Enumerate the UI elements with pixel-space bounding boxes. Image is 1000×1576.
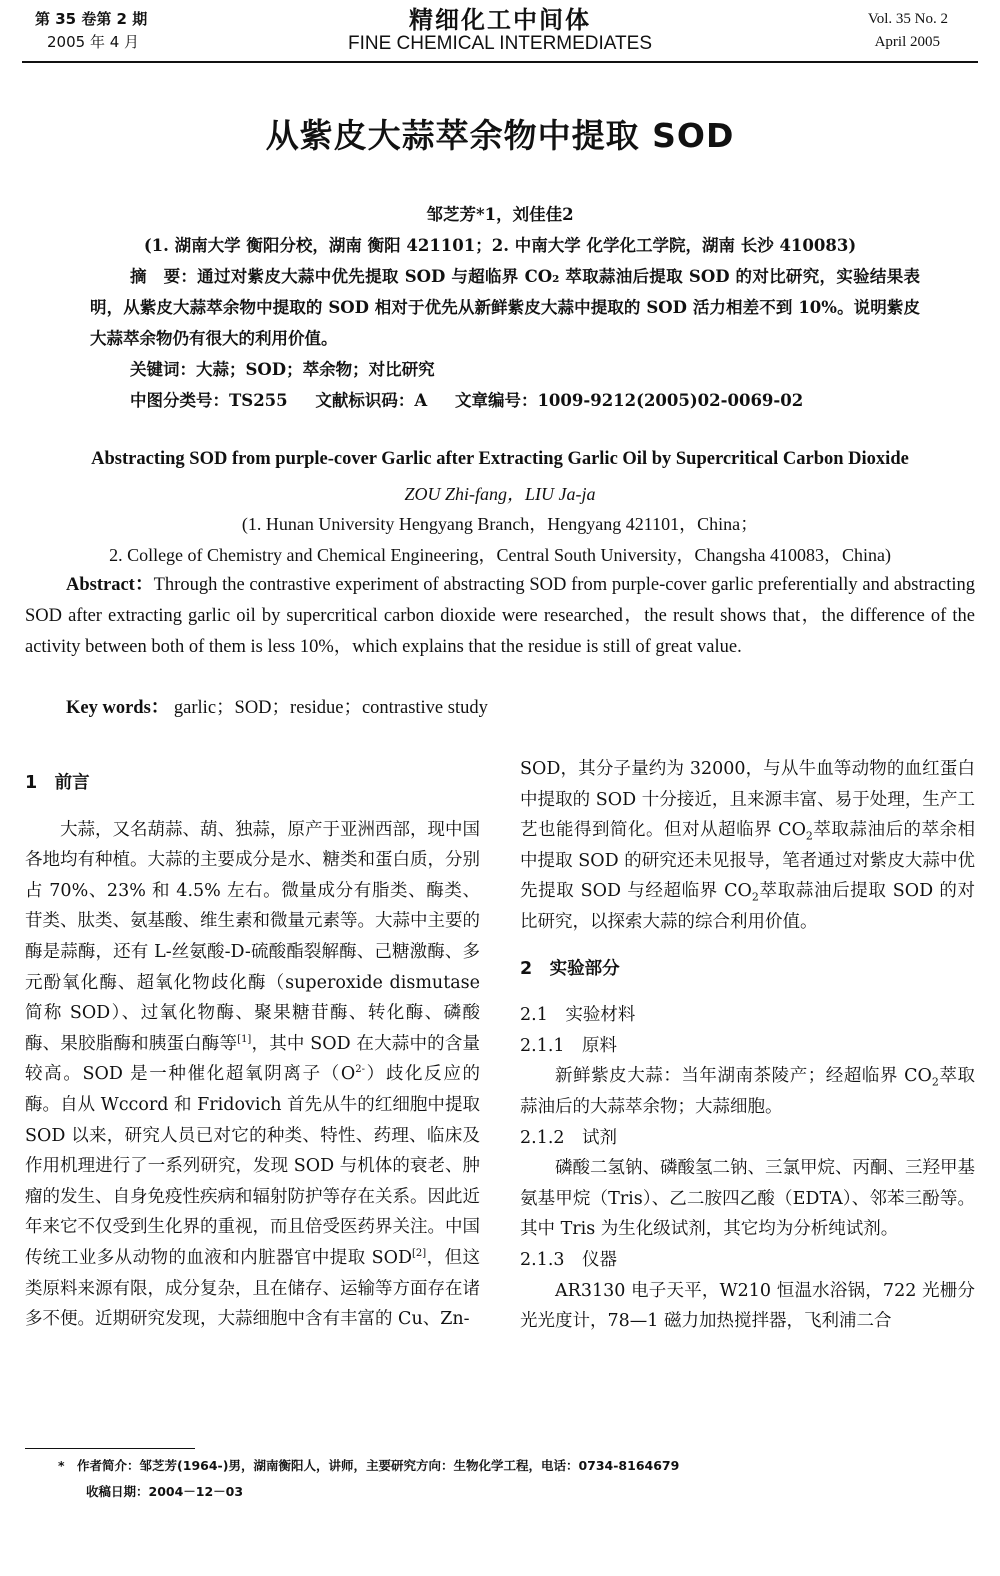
date-cn: 2005 年 4 月 [47, 33, 140, 51]
english-title: Abstracting SOD from purple-cover Garlic after Extracting Garlic Oil by Supercritical Carbon Dioxide [91, 449, 909, 469]
raw-materials-text-b: 萃取蒜油后的大蒜萃余物；大蒜细胞。 [520, 1066, 975, 1117]
intro-text-d: ，但这类原料来源有限，成分复杂，且在储存、运输等方面存在诸多不便。近期研究发现，大蒜细胞中含有丰富的 Cu、Zn- [25, 1247, 480, 1330]
english-authors: ZOU Zhi-fang，LIU Ja-ja [404, 484, 596, 504]
citation-2: [2] [412, 1248, 427, 1260]
article-number-value: 1009-9212(2005)02-0069-02 [537, 391, 804, 410]
intro-cont-text-b: 萃取蒜油后的萃余相中提取 SOD 的研究还未见报导，笔者通过对紫皮大蒜中优先提取 SOD 与经超临界 CO [520, 820, 975, 902]
citation-1: [1] [237, 1033, 252, 1045]
intro-continued-paragraph [520, 754, 975, 938]
journal-title-en: FINE CHEMICAL INTERMEDIATES [347, 33, 653, 54]
abstract-cn-text: 通过对紫皮大蒜中优先提取 SOD 与超临界 CO₂ 萃取蒜油后提取 SOD 的对比研究，实验结果表明，从紫皮大蒜萃余物中提取的 SOD 相对于优先从新鲜紫皮大蒜中提取的 SOD 活力相差不到 10%。说明紫皮大蒜萃余物仍有很大的利用价值。 [90, 267, 920, 348]
raw-materials-paragraph [520, 1061, 975, 1122]
abstract-en-text: Through the contrastive experiment of abstracting SOD from purple-cover garlic preferentially and abstracting SOD after extracting garlic oil by supercritical carbon dioxide were researched，the result shows that，the difference of the activity between both of them is less 10%，which explains that the residue is still of great value. [25, 575, 975, 657]
journal-title-cn: 精细化工中间体 [409, 6, 591, 34]
section-heading-experimental: 2 实验部分 [520, 958, 620, 979]
doc-code-label: 文献标识码： [315, 391, 415, 410]
classification-line [130, 385, 920, 416]
abstract-en-label: Abstract： [66, 575, 154, 595]
volume-issue-cn: 第 35 卷第 2 期 [35, 10, 148, 28]
received-date: 收稿日期：2004－12－03 [86, 1484, 244, 1499]
article-number-label: 文章编号： [454, 391, 538, 410]
introduction-paragraph [25, 815, 480, 1335]
intro-text-c: ）歧化反应的酶。自从 Wccord 和 Fridovich 首先从牛的红细胞中提取 SOD 以来，研究人员已对它的种类、特性、药理、临床及作用机理进行了一系列研究，发现 SOD 与机体的衰老、肿瘤的发生、自身免疫性疾病和辐射防护等存在关系。因此近年来它不仅受到生化界的重视，而且倍受医药界关注。中国传统工业多从动物的血液和内脏器官中提取 SOD [25, 1064, 481, 1268]
volume-issue-en: Vol. 35 No. 2 [867, 11, 948, 27]
authors-cn: 邹芝芳*1，刘佳佳2 [426, 205, 574, 224]
abstract-en [25, 570, 975, 663]
abstract-cn-label: 摘 要： [130, 267, 198, 286]
footnote-rule [25, 1448, 195, 1449]
keywords-cn [130, 354, 920, 385]
subsection-reagents: 2.1.2 试剂 [520, 1127, 618, 1148]
subsection-instruments: 2.1.3 仪器 [520, 1249, 618, 1270]
english-affiliation-1: (1. Hunan University Hengyang Branch，Hengyang 421101，China； [241, 514, 759, 534]
subsection-raw-materials: 2.1.1 原料 [520, 1035, 618, 1056]
clc-label: 中图分类号： [130, 391, 229, 410]
affiliation-cn: (1. 湖南大学 衡阳分校，湖南 衡阳 421101；2. 中南大学 化学化工学院，湖南 长沙 410083) [143, 236, 857, 255]
keywords-en-text: garlic；SOD；residue；contrastive study [173, 698, 488, 718]
header-rule [22, 61, 978, 63]
instruments-paragraph: AR3130 电子天平，W210 恒温水浴锅，722 光栅分光光度计，78—1 磁力加热搅拌器，飞利浦二合 [520, 1280, 975, 1332]
right-column [520, 754, 975, 1337]
keywords-en [66, 693, 488, 719]
intro-cont-text-c: 萃取蒜油后提取 SOD 的对比研究，以探索大蒜的综合利用价值。 [520, 881, 975, 932]
intro-text-b: ，其中 SOD 在大蒜中的含量较高。SOD 是一种催化超氧阴离子（O [25, 1033, 480, 1085]
abstract-cn-paragraph [90, 261, 920, 354]
left-column [25, 768, 480, 1335]
clc-value: TS255 [229, 391, 288, 410]
doc-code-value: A [414, 391, 428, 410]
english-affiliation-2: 2. College of Chemistry and Chemical Engineering，Central South University，Changsha 410083，China) [109, 545, 891, 565]
intro-text-a: 大蒜，又名葫蒜、葫、独蒜，原产于亚洲西部，现中国各地均有种植。大蒜的主要成分是水、糖类和蛋白质，分别占 70%、23% 和 4.5% 左右。微量成分有脂类、酶类、苷类、肽类、氨基酸、维生素和微量元素等。大蒜中主要的酶是蒜酶，还有 L-丝氨酸-D-硫酸酯裂解酶、己糖激酶、多元酚氧化酶、超氧化物歧化酶（superoxide dismutase 简称 SOD）、过氧化物酶、聚果糖苷酶、转化酶、磷酸酶、果胶脂酶和胰蛋白酶等 [25, 819, 480, 1054]
intro-cont-text-a: SOD，其分子量约为 32000，与从牛血等动物的血红蛋白中提取的 SOD 十分接近，且来源丰富、易于处理，生产工艺也能得到简化。但对从超临界 CO [520, 759, 975, 841]
keywords-en-label: Key words： [66, 698, 170, 718]
footnote [58, 1453, 679, 1505]
keywords-cn-text: 大蒜；SOD；萃余物；对比研究 [196, 360, 435, 379]
date-en: April 2005 [874, 34, 940, 50]
co2-subscript-1: 2 [805, 829, 813, 843]
paper-title: 从紫皮大蒜萃余物中提取 SOD [265, 116, 735, 155]
superoxide-charge: 2- [355, 1064, 366, 1076]
subsection-materials: 2.1 实验材料 [520, 1005, 636, 1026]
abstract-cn [90, 261, 920, 416]
raw-materials-text-a: 新鲜紫皮大蒜：当年湖南茶陵产；经超临界 CO [555, 1066, 932, 1087]
reagents-paragraph: 磷酸二氢钠、磷酸氢二钠、三氯甲烷、丙酮、三羟甲基氨基甲烷（Tris）、乙二胺四乙酸（EDTA）、邻苯三酚等。其中 Tris 为生化级试剂，其它均为分析纯试剂。 [520, 1158, 975, 1240]
keywords-cn-label: 关键词： [130, 360, 196, 379]
co2-subscript-3: 2 [931, 1075, 939, 1089]
author-bio: * 作者简介：邹芝芳(1964-)男，湖南衡阳人，讲师，主要研究方向：生物化学工程，电话：0734-8164679 [58, 1458, 680, 1473]
co2-subscript-2: 2 [751, 890, 759, 904]
section-heading-introduction: 1 前言 [25, 773, 90, 793]
